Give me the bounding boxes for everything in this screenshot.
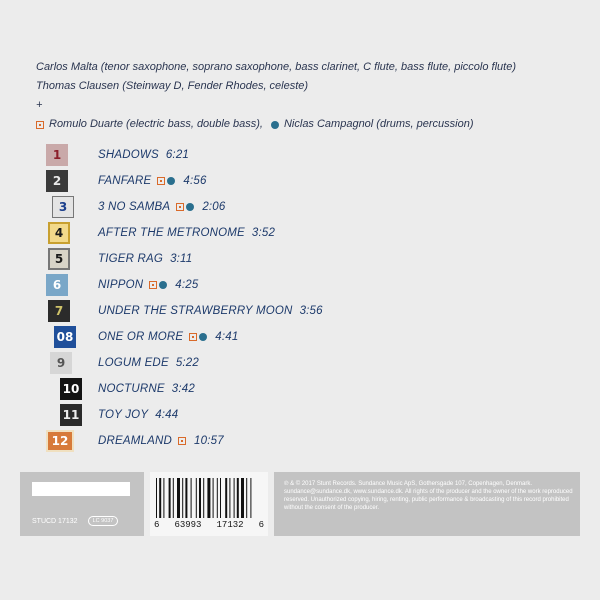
- track-title: UNDER THE STRAWBERRY MOON: [98, 305, 293, 317]
- barcode-bar: [241, 478, 244, 518]
- label-box: [32, 482, 130, 496]
- credits: [36, 58, 586, 134]
- track-duration: 2:06: [202, 201, 226, 213]
- barcode-bar: [220, 478, 221, 518]
- track-title: LOGUM EDE: [98, 357, 169, 369]
- track-title-line: [98, 227, 275, 239]
- barcode-bar: [182, 478, 183, 518]
- barcode-digits: [150, 520, 268, 530]
- track-number-tile: 9: [50, 352, 72, 374]
- catalog-panel: [20, 472, 144, 536]
- barcode-bar: [199, 478, 201, 518]
- drums-marker-icon: [159, 281, 167, 289]
- credit-line-clausen: Thomas Clausen (Steinway D, Fender Rhodes, celeste): [36, 80, 309, 92]
- bass-marker-icon: [189, 333, 197, 341]
- bass-marker-icon: [176, 203, 184, 211]
- track-duration: 3:42: [171, 383, 195, 395]
- track-number-tile: 2: [46, 170, 68, 192]
- track-row: [0, 222, 600, 246]
- track-row: [0, 300, 600, 324]
- barcode-bar: [159, 478, 161, 518]
- lc-badge: LC 9037: [88, 516, 118, 526]
- barcode-bar: [196, 478, 197, 518]
- barcode-bar: [229, 478, 230, 518]
- track-number-tile: 3: [52, 196, 74, 218]
- drums-marker-icon: [167, 177, 175, 185]
- drums-marker-icon: [186, 203, 194, 211]
- barcode-bar: [207, 478, 210, 518]
- barcode-bar: [203, 478, 204, 518]
- barcode-digit-group: 63993: [174, 520, 202, 530]
- track-row: [0, 170, 600, 194]
- track-title: DREAMLAND: [98, 435, 173, 447]
- barcode-bar: [169, 478, 171, 518]
- track-number-tile: 12: [46, 430, 74, 452]
- credit-line-malta: Carlos Malta (tenor saxophone, soprano saxophone, bass clarinet, C flute, bass flute, piccolo flute): [36, 61, 516, 73]
- barcode-bar: [185, 478, 187, 518]
- track-title-line: [98, 357, 199, 369]
- track-title-line: [98, 175, 207, 187]
- barcode-bar: [237, 478, 239, 518]
- bass-marker-icon: [149, 281, 157, 289]
- track-number-tile: 6: [46, 274, 68, 296]
- credit-line-guests: [36, 115, 586, 134]
- track-markers: [157, 177, 177, 185]
- barcode-bar: [163, 478, 164, 518]
- track-title-line: [98, 201, 226, 213]
- track-number-tile: 10: [60, 378, 82, 400]
- barcode-bar: [234, 478, 235, 518]
- legal-panel: [274, 472, 580, 536]
- track-row: [0, 430, 600, 454]
- barcode-bar: [225, 478, 227, 518]
- track-title: SHADOWS: [98, 149, 159, 161]
- track-duration: 4:44: [155, 409, 179, 421]
- track-duration: 10:57: [194, 435, 224, 447]
- track-duration: 6:21: [165, 149, 190, 161]
- track-title-line: [98, 409, 178, 421]
- bass-marker-icon: [157, 177, 165, 185]
- track-row: [0, 326, 600, 350]
- track-title-line: [98, 253, 192, 265]
- bass-marker-icon: [36, 121, 44, 129]
- barcode-bar: [217, 478, 218, 518]
- track-title-line: [98, 435, 224, 447]
- track-markers: [189, 333, 209, 341]
- track-markers: [149, 281, 169, 289]
- barcode-digit-group: 17132: [216, 520, 244, 530]
- track-title: AFTER THE METRONOME: [98, 227, 245, 239]
- track-duration: 4:56: [183, 175, 207, 187]
- track-title: ONE OR MORE: [98, 331, 184, 343]
- bass-marker-icon: [178, 437, 186, 445]
- catalog-number: STUCD 17132: [32, 518, 78, 525]
- track-duration: 5:22: [175, 357, 199, 369]
- barcode-digit-group: 6: [154, 520, 160, 530]
- track-duration: 3:56: [299, 305, 323, 317]
- barcode-bar: [177, 478, 180, 518]
- track-title: TIGER RAG: [98, 253, 164, 265]
- track-duration: 4:41: [215, 331, 239, 343]
- track-markers: [178, 437, 188, 445]
- track-row: [0, 196, 600, 220]
- track-number-tile: 7: [48, 300, 70, 322]
- track-title-line: [98, 149, 189, 161]
- credit-plus: +: [36, 99, 43, 111]
- track-number-tile: 1: [46, 144, 68, 166]
- track-title-line: [98, 331, 238, 343]
- track-markers: [176, 203, 196, 211]
- track-number-tile: 11: [60, 404, 82, 426]
- track-duration: 4:25: [175, 279, 199, 291]
- barcode-bar: [213, 478, 214, 518]
- barcode-panel: [150, 472, 268, 536]
- barcode: [150, 474, 268, 520]
- track-title-line: [98, 305, 323, 317]
- track-row: [0, 378, 600, 402]
- barcode-bar: [250, 478, 251, 518]
- track-title: NOCTURNE: [98, 383, 165, 395]
- track-title: FANFARE: [98, 175, 152, 187]
- track-title-line: [98, 383, 195, 395]
- credit-campagnol: Niclas Campagnol (drums, percussion): [283, 118, 474, 130]
- credit-duarte: Romulo Duarte (electric bass, double bass),: [49, 118, 263, 130]
- drums-marker-icon: [271, 121, 279, 129]
- track-title-line: [98, 279, 198, 291]
- track-title: NIPPON: [98, 279, 144, 291]
- track-duration: 3:11: [170, 253, 193, 265]
- legal-text: ℗ & © 2017 Stunt Records. Sundance Music ApS, Gothersgade 107, Copenhagen, Denmark. sundance@sundance.dk, www.sundance.dk. All rights of the producer and the owner of the work reproduced reserved. Unauthorized copying, hiring, renting, public performance & broadcasting of this record prohibited without the consent of the producer.: [284, 481, 573, 511]
- barcode-bar: [156, 478, 157, 518]
- barcode-bar: [246, 478, 247, 518]
- track-number-tile: 5: [48, 248, 70, 270]
- track-duration: 3:52: [251, 227, 276, 239]
- drums-marker-icon: [199, 333, 207, 341]
- track-row: [0, 352, 600, 376]
- track-row: [0, 274, 600, 298]
- track-number-tile: 4: [48, 222, 70, 244]
- barcode-bar: [173, 478, 174, 518]
- track-title: 3 NO SAMBA: [98, 201, 171, 213]
- barcode-digit-group: 6: [258, 520, 264, 530]
- track-row: [0, 248, 600, 272]
- track-number-tile: 08: [54, 326, 76, 348]
- track-title: TOY JOY: [98, 409, 149, 421]
- track-row: [0, 404, 600, 428]
- track-row: [0, 144, 600, 168]
- barcode-bar: [191, 478, 192, 518]
